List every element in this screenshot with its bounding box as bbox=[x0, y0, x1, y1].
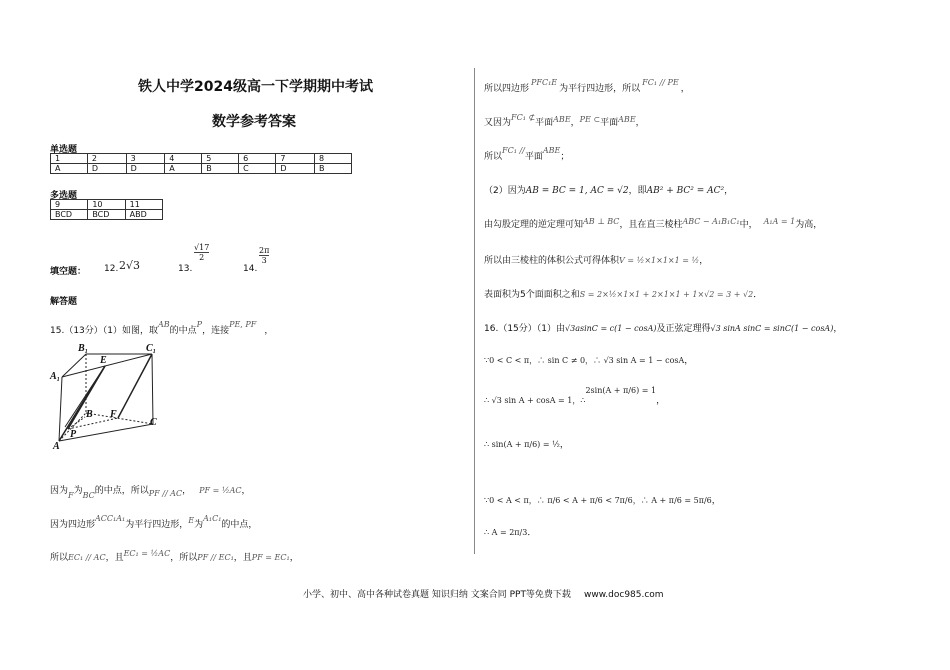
r-line8 bbox=[484, 316, 842, 335]
q12-answer: 2√3 bbox=[119, 259, 141, 272]
math: ACC₁A₁ bbox=[95, 514, 126, 523]
text: 为高， bbox=[795, 220, 823, 230]
math: 2sin(A + π/6) = 1 bbox=[585, 386, 657, 395]
r-line7 bbox=[484, 282, 762, 301]
footer-text: 小学、初中、高中各种试卷真题 知识归纳 文案合同 PPT等免费下载 bbox=[303, 590, 571, 600]
label-F: F bbox=[110, 409, 117, 420]
math: PF // AC bbox=[148, 489, 183, 498]
math: A₁C₁ bbox=[203, 514, 222, 523]
math: AB = BC = 1, AC = √2 bbox=[525, 186, 629, 196]
math: ABE bbox=[553, 115, 571, 124]
label-B: B bbox=[86, 409, 93, 420]
text: ， bbox=[570, 118, 580, 128]
math: ABE bbox=[542, 146, 561, 155]
math: ABC − A₁B₁C₁ bbox=[682, 217, 740, 226]
q13-denominator: 2 bbox=[199, 253, 205, 262]
math: S = 2×½×1×1 + 2×1×1 + 1×√2 = 3 + √2 bbox=[579, 290, 754, 299]
text: 为 bbox=[73, 486, 83, 496]
single-choice-label: 单选题 bbox=[50, 145, 78, 155]
table-cell: D bbox=[276, 164, 315, 174]
q14-number: 14. bbox=[243, 264, 258, 274]
table-cell: 4 bbox=[165, 154, 202, 164]
text: 15.（13分）（1）如图，取 bbox=[50, 326, 158, 336]
table-cell: D bbox=[87, 164, 126, 174]
math: AB bbox=[158, 320, 170, 329]
text: ， bbox=[289, 553, 299, 563]
text: ，连接 bbox=[202, 326, 230, 336]
table-cell: 5 bbox=[202, 154, 239, 164]
q14-numerator: 2π bbox=[259, 246, 270, 255]
math: E bbox=[188, 516, 195, 525]
text: ， bbox=[724, 186, 734, 196]
math: EC₁ // AC bbox=[68, 553, 106, 562]
table-row bbox=[51, 154, 352, 164]
solution-label: 解答题 bbox=[50, 297, 78, 307]
math: PE ⊂ bbox=[579, 115, 601, 124]
label-E: E bbox=[100, 355, 107, 366]
r-line2 bbox=[484, 110, 645, 129]
text: 为平行四边形，所以 bbox=[559, 84, 641, 94]
text: ， bbox=[182, 486, 192, 496]
r-line5 bbox=[484, 212, 822, 231]
text: 表面积为5个面面积之和 bbox=[484, 290, 580, 300]
text: ， bbox=[241, 486, 251, 496]
text: ， bbox=[699, 256, 709, 266]
prism-figure bbox=[45, 341, 175, 451]
text: ． bbox=[753, 290, 763, 300]
label-C1: C₁ bbox=[146, 343, 157, 354]
footer bbox=[303, 582, 664, 601]
column-divider bbox=[474, 68, 475, 554]
text: ，且 bbox=[105, 553, 124, 563]
math: ∴ √3 sin A + cosA = 1，∴ bbox=[484, 396, 586, 405]
text: 中， bbox=[739, 220, 758, 230]
multi-choice-label: 多选题 bbox=[50, 191, 78, 201]
table-cell: A bbox=[165, 164, 202, 174]
r-line9 bbox=[484, 348, 693, 367]
math: FC₁ // PE bbox=[642, 78, 679, 87]
text: 所以 bbox=[50, 553, 69, 563]
text: ，所以 bbox=[170, 553, 198, 563]
r-line13 bbox=[484, 520, 536, 539]
text: 16.（15分）（1）由 bbox=[484, 324, 565, 334]
text: ， bbox=[635, 118, 645, 128]
text: ， bbox=[684, 356, 694, 366]
table-cell: A bbox=[51, 164, 88, 174]
label-A1: A₁ bbox=[50, 371, 61, 382]
table-cell: 1 bbox=[51, 154, 88, 164]
math: PF = EC₁ bbox=[251, 553, 290, 562]
math: AB ⊥ BC bbox=[583, 217, 620, 226]
text: ， bbox=[656, 396, 666, 406]
text: ， bbox=[264, 326, 274, 336]
label-A: A bbox=[53, 441, 60, 451]
table-cell: BCD bbox=[88, 210, 125, 220]
table-cell: 7 bbox=[276, 154, 315, 164]
table-cell: BCD bbox=[51, 210, 88, 220]
text: （2）因为 bbox=[484, 186, 526, 196]
text: 平面 bbox=[535, 118, 554, 128]
math: ABE bbox=[618, 115, 636, 124]
q14-answer bbox=[259, 246, 269, 265]
math: PE, PF bbox=[229, 320, 257, 329]
text: 所以四边形 bbox=[484, 84, 530, 94]
math: ∵0 < C < π，∴ sin C ≠ 0，∴ √3 sin A = 1 − cosA bbox=[484, 356, 685, 365]
table-cell: C bbox=[239, 164, 276, 174]
text: ， bbox=[711, 496, 721, 506]
text: ，且 bbox=[233, 553, 252, 563]
text: 因为四边形 bbox=[50, 520, 96, 530]
r-line3 bbox=[484, 144, 569, 163]
text: 及正弦定理得 bbox=[656, 324, 711, 334]
table-cell: 9 bbox=[51, 200, 88, 210]
fill-blank-label: 填空题： bbox=[50, 267, 87, 277]
text: 所以 bbox=[484, 152, 503, 162]
table-row bbox=[51, 164, 352, 174]
q14-denominator: 3 bbox=[261, 256, 267, 265]
q12-number: 12. bbox=[104, 264, 119, 274]
text: ． bbox=[527, 528, 537, 538]
text: ， bbox=[833, 324, 843, 334]
q15-line2 bbox=[50, 512, 257, 531]
text: 为平行四边形， bbox=[125, 520, 189, 530]
single-choice-table bbox=[50, 153, 352, 174]
q13-answer bbox=[194, 243, 209, 262]
table-cell: 10 bbox=[88, 200, 125, 210]
math: P bbox=[196, 320, 203, 329]
math: PF = ½AC bbox=[199, 486, 242, 495]
text: ， bbox=[559, 440, 569, 450]
text: ； bbox=[560, 152, 570, 162]
table-row bbox=[51, 200, 163, 210]
r-line1 bbox=[484, 76, 690, 95]
math: A₁A = 1 bbox=[763, 217, 796, 226]
math: V = ½×1×1×1 = ½ bbox=[619, 256, 700, 265]
text: 平面 bbox=[600, 118, 619, 128]
label-P: P bbox=[70, 429, 77, 440]
q13-number: 13. bbox=[178, 264, 193, 274]
text: 的中点， bbox=[221, 520, 258, 530]
text: 又因为 bbox=[484, 118, 512, 128]
q13-numerator: √17 bbox=[194, 243, 210, 252]
math: FC₁ ⊄ bbox=[511, 113, 536, 122]
math: ∵0 < A < π，∴ π/6 < A + π/6 < 7π/6，∴ A + π/6 = 5π/6 bbox=[484, 496, 712, 505]
math: AB² + BC² = AC² bbox=[646, 186, 725, 196]
table-cell: 6 bbox=[239, 154, 276, 164]
text: 的中点 bbox=[169, 326, 197, 336]
q15-line3 bbox=[50, 545, 299, 564]
math: EC₁ = ½AC bbox=[123, 549, 171, 558]
math: PFC₁E bbox=[531, 78, 558, 87]
math: ∴ A = 2π/3 bbox=[484, 528, 528, 537]
r-line4 bbox=[484, 178, 733, 197]
page-subtitle: 数学参考答案 bbox=[212, 114, 296, 130]
table-cell: B bbox=[202, 164, 239, 174]
text: ，即 bbox=[628, 186, 647, 196]
math: PF // EC₁ bbox=[197, 553, 234, 562]
text: ， bbox=[680, 84, 690, 94]
table-cell: 11 bbox=[125, 200, 162, 210]
math: √3asinC = c(1 − cosA) bbox=[565, 324, 657, 333]
r-line12 bbox=[484, 488, 721, 507]
math: ∴ sin(A + π/6) = ½ bbox=[484, 440, 560, 449]
footer-link[interactable]: www.doc985.com bbox=[584, 590, 664, 600]
q15-line1 bbox=[50, 478, 251, 500]
text: 因为 bbox=[50, 486, 69, 496]
table-cell: ABD bbox=[125, 210, 162, 220]
label-B1: B₁ bbox=[78, 343, 89, 354]
table-cell: 2 bbox=[87, 154, 126, 164]
table-cell: B bbox=[315, 164, 352, 174]
math: FC₁ // bbox=[502, 146, 525, 155]
math: F bbox=[68, 491, 74, 500]
text: 平面 bbox=[524, 152, 543, 162]
math: BC bbox=[82, 491, 95, 500]
table-cell: 8 bbox=[315, 154, 352, 164]
r-line6 bbox=[484, 248, 708, 267]
multi-choice-table bbox=[50, 199, 163, 220]
q15-intro bbox=[50, 318, 273, 337]
text: 所以由三棱柱的体积公式可得体积 bbox=[484, 256, 620, 266]
label-C: C bbox=[150, 417, 157, 428]
table-row bbox=[51, 210, 163, 220]
text: 由勾股定理的逆定理可知 bbox=[484, 220, 584, 230]
text: ，且在直三棱柱 bbox=[619, 220, 683, 230]
r-line11 bbox=[484, 432, 569, 451]
table-cell: D bbox=[126, 164, 165, 174]
table-cell: 3 bbox=[126, 154, 165, 164]
text: 的中点，所以 bbox=[94, 486, 149, 496]
math: √3 sinA sinC = sinC(1 − cosA) bbox=[710, 324, 834, 333]
text: 为 bbox=[194, 520, 204, 530]
page-title: 铁人中学2024级高一下学期期中考试 bbox=[138, 79, 373, 95]
r-line10 bbox=[484, 388, 665, 407]
